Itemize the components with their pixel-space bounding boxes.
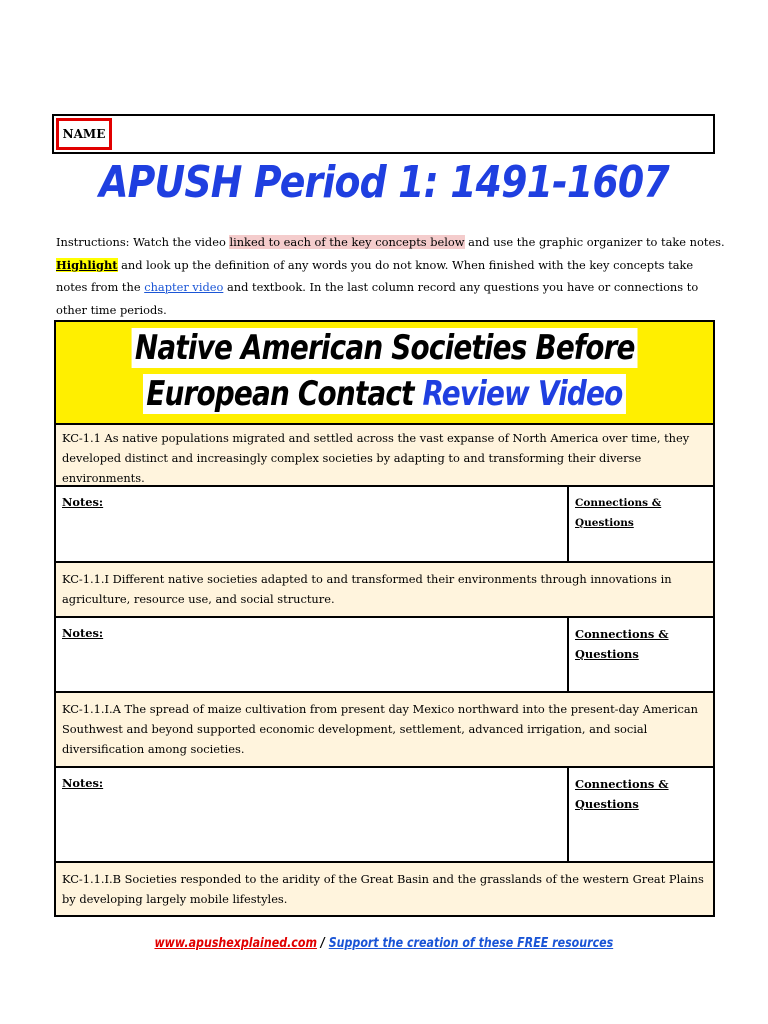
key-concept-row xyxy=(56,863,713,915)
key-concept-text: KC-1.1.I.A The spread of maize cultivation from present day Mexico northward into the present-day American Southwest and beyond supported economic development, settlement, advanced irrigation, and social diversification among societies. xyxy=(62,702,699,756)
connections-label: Connections & Questions xyxy=(575,627,669,661)
section-title-line1: Native American Societies Before xyxy=(131,328,637,368)
connections-cell[interactable] xyxy=(569,487,713,561)
notes-organizer-table xyxy=(54,320,715,917)
notes-label: Notes: xyxy=(62,776,104,790)
section-header xyxy=(56,322,713,425)
notes-label: Notes: xyxy=(62,495,104,509)
notes-cell[interactable] xyxy=(56,768,569,861)
instructions-text: Instructions: Watch the video xyxy=(56,235,230,249)
connections-label: Connections & Questions xyxy=(575,497,662,529)
support-link[interactable]: Support the creation of these FREE resources xyxy=(328,936,614,951)
page-title: APUSH Period 1: 1491-1607 xyxy=(99,157,669,208)
key-concept-text: KC-1.1 As native populations migrated and settled across the vast expanse of North America over time, they developed distinct and increasingly complex societies by adapting to and transforming their diverse environments. xyxy=(62,431,690,485)
instructions-text: and textbook. In the last column record any questions you have or connections to other time periods. xyxy=(56,280,699,317)
section-title-line2: European Contact xyxy=(146,374,423,414)
key-concept-row xyxy=(56,425,713,487)
connections-cell[interactable] xyxy=(569,618,679,691)
instructions-text: and use the graphic organizer to take notes. xyxy=(464,235,725,249)
key-concept-text: KC-1.1.I Different native societies adapted to and transformed their environments through innovations in agriculture, resource use, and social structure. xyxy=(62,572,672,606)
chapter-video-link[interactable]: chapter video xyxy=(144,280,224,294)
site-link[interactable]: www.apushexplained.com xyxy=(154,936,318,951)
review-video-link[interactable]: Review Video xyxy=(422,374,623,414)
notes-row xyxy=(56,768,713,863)
connections-cell[interactable] xyxy=(569,768,679,861)
connections-label: Connections & Questions xyxy=(575,777,669,811)
notes-label: Notes: xyxy=(62,626,104,640)
key-concept-row xyxy=(56,693,713,768)
footer-separator: / xyxy=(317,936,329,951)
highlight-word: Highlight xyxy=(56,257,118,272)
notes-row xyxy=(56,487,713,563)
name-label: NAME xyxy=(56,118,112,150)
name-field[interactable] xyxy=(52,114,715,154)
notes-cell[interactable] xyxy=(56,487,569,561)
highlighted-phrase: linked to each of the key concepts below xyxy=(229,235,465,249)
instructions xyxy=(56,231,728,321)
footer xyxy=(0,936,768,951)
instructions-text: and look up the definition of any words you do not know. When finished with the key concepts take notes from the xyxy=(56,257,694,294)
key-concept-row xyxy=(56,563,713,618)
notes-row xyxy=(56,618,713,693)
key-concept-text: KC-1.1.I.B Societies responded to the aridity of the Great Basin and the grasslands of the western Great Plains by developing largely mobile lifestyles. xyxy=(62,872,704,906)
notes-cell[interactable] xyxy=(56,618,569,691)
